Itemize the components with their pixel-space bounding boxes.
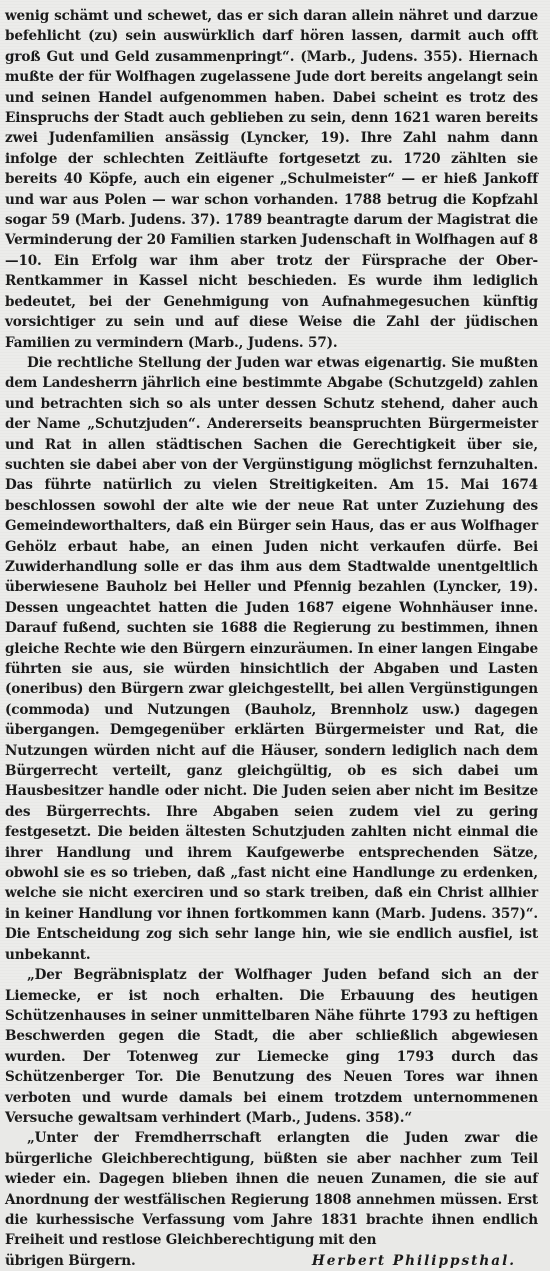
paragraph-wolfhagen-jews-history: wenig schämt und schewet, das er sich daran allein nähret und darzue befehlicht (zu) sein auswürklich darf hören lassen, darmit auch offt groß Gut und Geld zusammenpringt“. (Marb., Judens. 355). Hiernach mußte der für Wolfhagen zugelassene Jude dort bereits angelangt sein und seinen Handel aufgenommen haben. Dabei scheint es trotz des Einspruchs der Stadt auch geblieben zu sein, denn 1621 waren bereits zwei Judenfamilien ansässig (Lyncker, 19). Ihre Zahl nahm dann infolge der schlechten Zeitläufte fortgesetzt zu. 1720 zählten sie bereits 40 Köpfe, auch ein eigener „Schulmeister“ — er hieß Jankoff und war aus Polen — war schon vorhanden. 1788 betrug die Kopfzahl sogar 59 (Marb. Judens. 37). 1789 beantragte darum der Magistrat die Verminderung der 20 Familien starken Judenschaft in Wolfhagen auf 8—10. Ein Erfolg war ihm aber trotz der Fürsprache der Ober-Rentkammer in Kassel nicht beschieden. Es wurde ihm lediglich bedeutet, bei der Genehmigung von Aufnahmegesuchen künftig vorsichtiger zu sein und auf diese Weise die Zahl der jüdischen Familien zu vermindern (Marb., Judens. 57). xyxy=(5,8,538,351)
paragraph-cemetery: „Der Begräbnisplatz der Wolfhager Juden befand sich an der Liemecke, er ist noch erhalten. Die Erbauung des heutigen Schützenhauses in seiner unmittelbaren Nähe führte 1793 zu heftigen Beschwerden gegen die Stadt, die aber schließlich abgewiesen wurden. Der Totenweg zur Liemecke ging 1793 durch das Schützenberger Tor. Die Benutzung des Neuen Tores war ihnen verboten und wurde damals bei einem trotzdem unternommenen Versuche gewaltsam verhindert (Marb., Judens. 358).“ xyxy=(5,967,538,1126)
article-body xyxy=(5,6,538,1271)
author-signature: Herbert Philippsthal. xyxy=(311,1252,516,1269)
closing-text: übrigen Bürgern. xyxy=(5,1252,136,1269)
paragraph-legal-status: Die rechtliche Stellung der Juden war etwas eigenartig. Sie mußten dem Landesherrn jährlich eine bestimmte Abgabe (Schutzgeld) zahlen und betrachten sich so als unter dessen Schutz stehend, daher auch der Name „Schutzjuden“. Andererseits beanspruchten Bürgermeister und Rat in allen städtischen Sachen die Gerechtigkeit über sie, suchten sie dabei aber von der Vergünstigung möglichst fernzuhalten. Das führte natürlich zu vielen Streitigkeiten. Am 15. Mai 1674 beschlossen sowohl der alte wie der neue Rat unter Zuziehung des Gemeindeworthalters, daß ein Bürger sein Haus, das er aus Wolfhager Gehölz erbaut habe, an einen Juden nicht verkaufen dürfe. Bei Zuwiderhandlung solle er das ihm aus dem Stadtwalde unentgeltlich überwiesene Bauholz bei Heller und Pfennig bezahlen (Lyncker, 19). Dessen ungeachtet hatten die Juden 1687 eigene Wohnhäuser inne. Darauf fußend, suchten sie 1688 die Regierung zu bestimmen, ihnen gleiche Rechte wie den Bürgern einzuräumen. In einer langen Eingabe führten sie aus, sie würden hinsichtlich der Abgaben und Lasten (oneribus) den Bürgern zwar gleichgestellt, bei allen Vergünstigungen (commoda) und Nutzungen (Bauholz, Brennholz usw.) dagegen übergangen. Demgegenüber erklärten Bürgermeister und Rat, die Nutzungen würden nicht auf die Häuser, sondern lediglich nach dem Bürgerrecht verteilt, ganz gleichgültig, ob es sich dabei um Hausbesitzer handle oder nicht. Die Juden seien aber nicht im Besitze des Bürgerrechts. Ihre Abgaben seien zudem viel zu gering festgesetzt. Die beiden ältesten Schutzjuden zahlten nicht einmal die ihrer Handlung und ihrem Kaufgewerbe entsprechenden Sätze, obwohl sie es so trieben, daß „fast nicht eine Handlunge zu erdenken, welche sie nicht exerciren und so stark treiben, daß ein Christ allhier in keiner Handlung vor ihnen fortkommen kann (Marb. Judens. 357)“. Die Entscheidung zog sich sehr lange hin, wie sie endlich ausfiel, ist unbekannt. xyxy=(5,354,538,963)
closing-line xyxy=(5,1251,538,1271)
paragraph-foreign-rule: „Unter der Fremdherrschaft erlangten die Juden zwar die bürgerliche Gleichberechtigung, büßten sie aber nachher zum Teil wieder ein. Dagegen blieben ihnen die neuen Zunamen, die sie auf Anordnung der westfälischen Regierung 1808 annehmen müssen. Erst die kurhessische Verfassung vom Jahre 1831 brachte ihnen endlich Freiheit und restlose Gleichberechtigung mit den xyxy=(5,1130,538,1249)
